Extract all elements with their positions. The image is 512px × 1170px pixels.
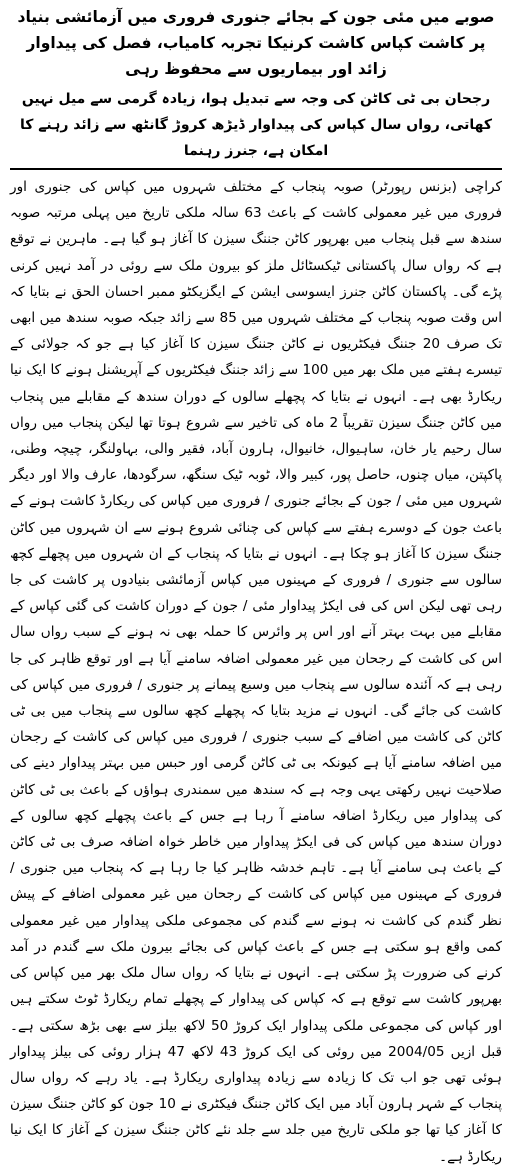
divider <box>10 168 502 170</box>
subheadline: رجحان بی ٹی کاٹن کی وجہ سے تبدیل ہوا، زیادہ گرمی سے میل نہیں کھاتی، رواں سال کپاس کی پیداوار ڈیڑھ کروڑ گانٹھ سے زائد رہنے کا امکان ہے، جنرز رہنما <box>19 91 493 159</box>
headline: صوبے میں مئی جون کے بجائے جنوری فروری میں آزمائشی بنیاد پر کاشت کپاس کاشت کرنیکا تجربہ کامیاب، فصل کی پیداوار زائد اور بیماریوں سے محفوظ رہی <box>17 8 495 78</box>
article-body: کراچی (بزنس رپورٹر) صوبہ پنجاب کے مختلف شہروں میں کپاس کی جنوری اور فروری میں غیر معمولی کاشت کے باعث 63 سالہ ملکی تاریخ میں پہلی مرتبہ صوبہ سندھ سے قبل پنجاب میں بھرپور کاٹن جننگ سیزن کا آغاز ہو گیا ہے۔ ماہرین نے توقع ہے کہ رواں سال پاکستانی ٹیکسٹائل ملز کو بیرون ملک سے روئی در آمد نہیں کرنی پڑے گی۔ پاکستان کاٹن جنرز ایسوسی ایشن کے ایگزیکٹو ممبر احسان الحق نے بتایا کہ اس وقت صوبہ پنجاب کے مختلف شہروں میں 85 سے زائد جبکہ صوبہ سندھ میں ابھی تک صرف 20 جننگ فیکٹریوں نے کاٹن جننگ سیزن کا آغاز کیا ہے جو کہ جولائی کے تیسرے ہفتے میں ملک بھر میں 100 سے زائد جننگ فیکٹریوں کے آپریشنل ہونے کا ایک نیا ریکارڈ بھی ہے۔ انہوں نے بتایا کہ پچھلے سالوں کے دوران سندھ کے مقابلے میں پنجاب میں کاٹن جننگ سیزن تقریباً 2 ماہ کی تاخیر سے شروع ہوتا تھا لیکن پنجاب میں رواں سال رحیم یار خان، ساہیوال، خانیوال، ہارون آباد، فقیر والی، بہاولنگر، چیچہ وطنی، پاکپتن، میاں چنوں، حاصل پور، کبیر والا، ٹوبہ ٹیک سنگھ، سرگودھا، عارف والا اور دیگر شہروں میں مئی / جون کے بجائے جنوری / فروری میں کپاس کی ریکارڈ کاشت ہونے کے باعث جون کے دوسرے ہفتے سے کپاس کی چنائی شروع ہونے سے ان شہروں میں کاٹن جننگ سیزن کا آغاز ہو چکا ہے۔ انہوں نے بتایا کہ پنجاب کے ان شہروں میں پچھلے کچھ سالوں سے جنوری / فروری کے مہینوں میں کپاس آزمائشی بنیادوں پر کاشت کی جا رہی تھی لیکن اس کی فی ایکڑ پیداوار مئی / جون کے دوران کاشت کی گئی کپاس کے مقابلے میں بہت بہتر آنے اور اس پر وائرس کا حملہ بھی نہ ہونے کے سبب رواں سال اس کی کاشت کے رجحان میں غیر معمولی اضافہ سامنے آیا ہے اور توقع ظاہر کی جا رہی ہے کہ آئندہ سالوں سے پنجاب میں وسیع پیمانے پر جنوری / فروری میں کپاس کی کاشت کی جائے گی۔ انہوں نے مزید بتایا کہ پچھلے کچھ سالوں سے پنجاب میں بی ٹی کاٹن کی کاشت میں اضافے کے سبب جنوری / فروری میں کپاس کی کاشت کے رجحان میں اضافہ سامنے آیا ہے کیونکہ بی ٹی کاٹن گرمی اور حبس میں بہتر پیداوار دینے کی صلاحیت نہیں رکھتی یہی وجہ ہے کہ سندھ میں سمندری ہواؤں کے باعث بی ٹی کاٹن کی پیداوار میں ریکارڈ اضافہ سامنے آ رہا ہے جس کے باعث پچھلے کچھ سالوں کے دوران سندھ میں کپاس کی فی ایکڑ پیداوار میں خاطر خواہ اضافہ صرف بی ٹی کاٹن کے باعث ہی سامنے آیا ہے۔ تاہم خدشہ ظاہر کیا جا رہا ہے کہ پنجاب میں جنوری / فروری کے مہینوں میں کپاس کی کاشت کے رجحان میں غیر معمولی اضافے کے پیش نظر گندم کی کاشت نہ ہونے سے گندم کی مجموعی ملکی پیداوار میں غیر معمولی کمی واقع ہو سکتی ہے جس کے باعث کپاس کی بجائے بیرون ملک سے گندم در آمد کرنے کی ضرورت پڑ سکتی ہے۔ انہوں نے بتایا کہ رواں سال ملک بھر میں کپاس کی بھرپور کاشت سے توقع ہے کہ کپاس کی پیداوار کے پچھلے تمام ریکارڈ ٹوٹ سکتے ہیں اور کپاس کی مجموعی ملکی پیداوار ایک کروڑ 50 لاکھ بیلز سے بھی بڑھ سکتی ہے۔ قبل ازیں 2004/05 میں روئی کی ایک کروڑ 43 لاکھ 47 ہزار روئی کی بیلز پیداوار ہوئی تھی جو اب تک کا زیادہ سے زیادہ پیداواری ریکارڈ ہے۔ یاد رہے کہ رواں سال پنجاب کے شہر ہارون آباد میں ایک کاٹن جننگ فیکٹری نے 10 جون کو کاٹن جننگ سیزن کا آغاز کیا تھا جو ملکی تاریخ میں جلد سے جلد نئے کاٹن جننگ سیزن کے آغاز کا ایک نیا ریکارڈ ہے۔ <box>10 179 503 1165</box>
